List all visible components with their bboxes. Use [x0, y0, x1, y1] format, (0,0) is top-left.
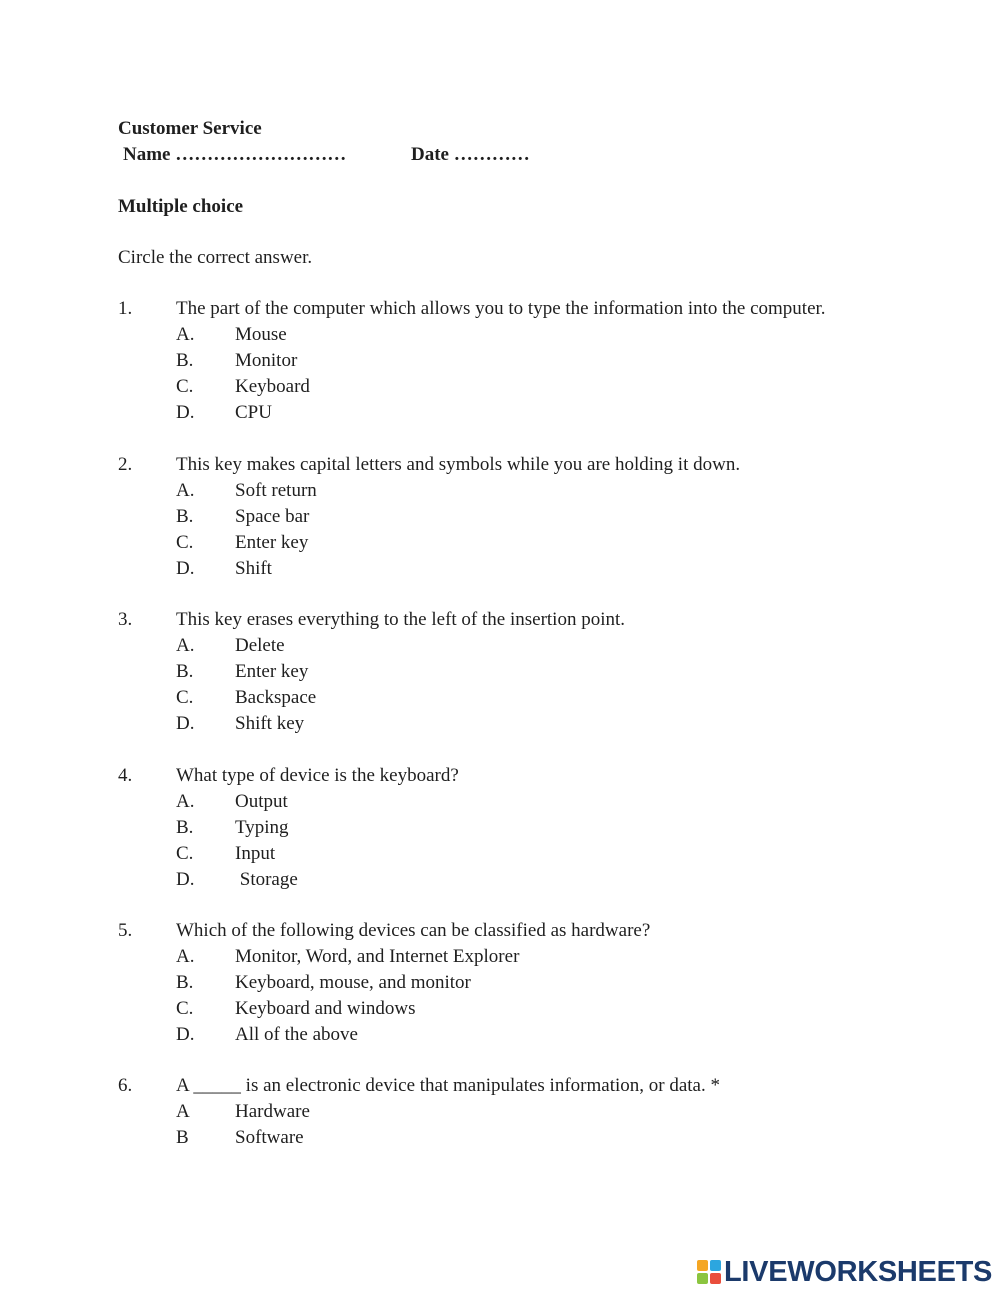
option-text: Enter key: [235, 532, 309, 553]
option-letter: C.: [176, 376, 194, 397]
option-letter: A: [176, 1101, 190, 1122]
option-text: Backspace: [235, 687, 317, 708]
date-field-label: Date …………: [411, 144, 530, 165]
question-number: 3.: [118, 609, 133, 630]
instruction-text: Circle the correct answer.: [118, 247, 313, 268]
option-text: Mouse: [235, 324, 287, 345]
option-letter: A.: [176, 635, 195, 656]
question-text: The part of the computer which allows you to type the information into the computer.: [176, 298, 826, 319]
option-letter: A.: [176, 791, 195, 812]
option-text: Shift: [235, 558, 272, 579]
option-letter: A.: [176, 946, 195, 967]
liveworksheets-logo: [697, 1258, 992, 1286]
worksheet-title: Customer Service: [118, 118, 262, 139]
option-letter: C.: [176, 998, 194, 1019]
option-text: Soft return: [235, 480, 317, 501]
question-text: This key erases everything to the left of the insertion point.: [176, 609, 626, 630]
question-number: 4.: [118, 765, 133, 786]
option-letter: B.: [176, 506, 194, 527]
option-text: Shift key: [235, 713, 305, 734]
option-letter: A.: [176, 324, 195, 345]
logo-wordmark: LIVEWORKSHEETS: [724, 1256, 993, 1288]
option-letter: C.: [176, 532, 194, 553]
option-text: Storage: [235, 869, 298, 890]
question-text: Which of the following devices can be classified as hardware?: [176, 920, 651, 941]
option-text: Space bar: [235, 506, 310, 527]
option-text: Monitor, Word, and Internet Explorer: [235, 946, 520, 967]
option-text: Keyboard, mouse, and monitor: [235, 972, 471, 993]
option-text: Output: [235, 791, 288, 812]
question-number: 5.: [118, 920, 133, 941]
section-title: Multiple choice: [118, 196, 244, 217]
option-text: Input: [235, 843, 276, 864]
option-text: Monitor: [235, 350, 298, 371]
option-text: Keyboard and windows: [235, 998, 416, 1019]
option-letter: B.: [176, 661, 194, 682]
question-number: 2.: [118, 454, 133, 475]
option-letter: B.: [176, 972, 194, 993]
option-letter: D.: [176, 713, 195, 734]
name-field-label: Name ………………………: [123, 144, 347, 165]
option-text: Enter key: [235, 661, 309, 682]
option-letter: D.: [176, 869, 195, 890]
option-text: Keyboard: [235, 376, 310, 397]
option-letter: C.: [176, 687, 194, 708]
option-text: All of the above: [235, 1024, 358, 1045]
question-text: What type of device is the keyboard?: [176, 765, 459, 786]
logo-icon: [697, 1260, 721, 1284]
option-letter: A.: [176, 480, 195, 501]
question-number: 1.: [118, 298, 133, 319]
option-letter: C.: [176, 843, 194, 864]
option-letter: B.: [176, 817, 194, 838]
option-letter: B: [176, 1127, 189, 1148]
question-text: This key makes capital letters and symbols while you are holding it down.: [176, 454, 741, 475]
question-number: 6.: [118, 1075, 133, 1096]
option-text: CPU: [235, 402, 272, 423]
option-letter: D.: [176, 558, 195, 579]
option-letter: D.: [176, 402, 195, 423]
option-letter: B.: [176, 350, 194, 371]
option-text: Hardware: [235, 1101, 310, 1122]
option-text: Typing: [235, 817, 289, 838]
question-text: A _____ is an electronic device that manipulates information, or data. *: [176, 1075, 720, 1096]
option-text: Software: [235, 1127, 304, 1148]
option-text: Delete: [235, 635, 285, 656]
option-letter: D.: [176, 1024, 195, 1045]
